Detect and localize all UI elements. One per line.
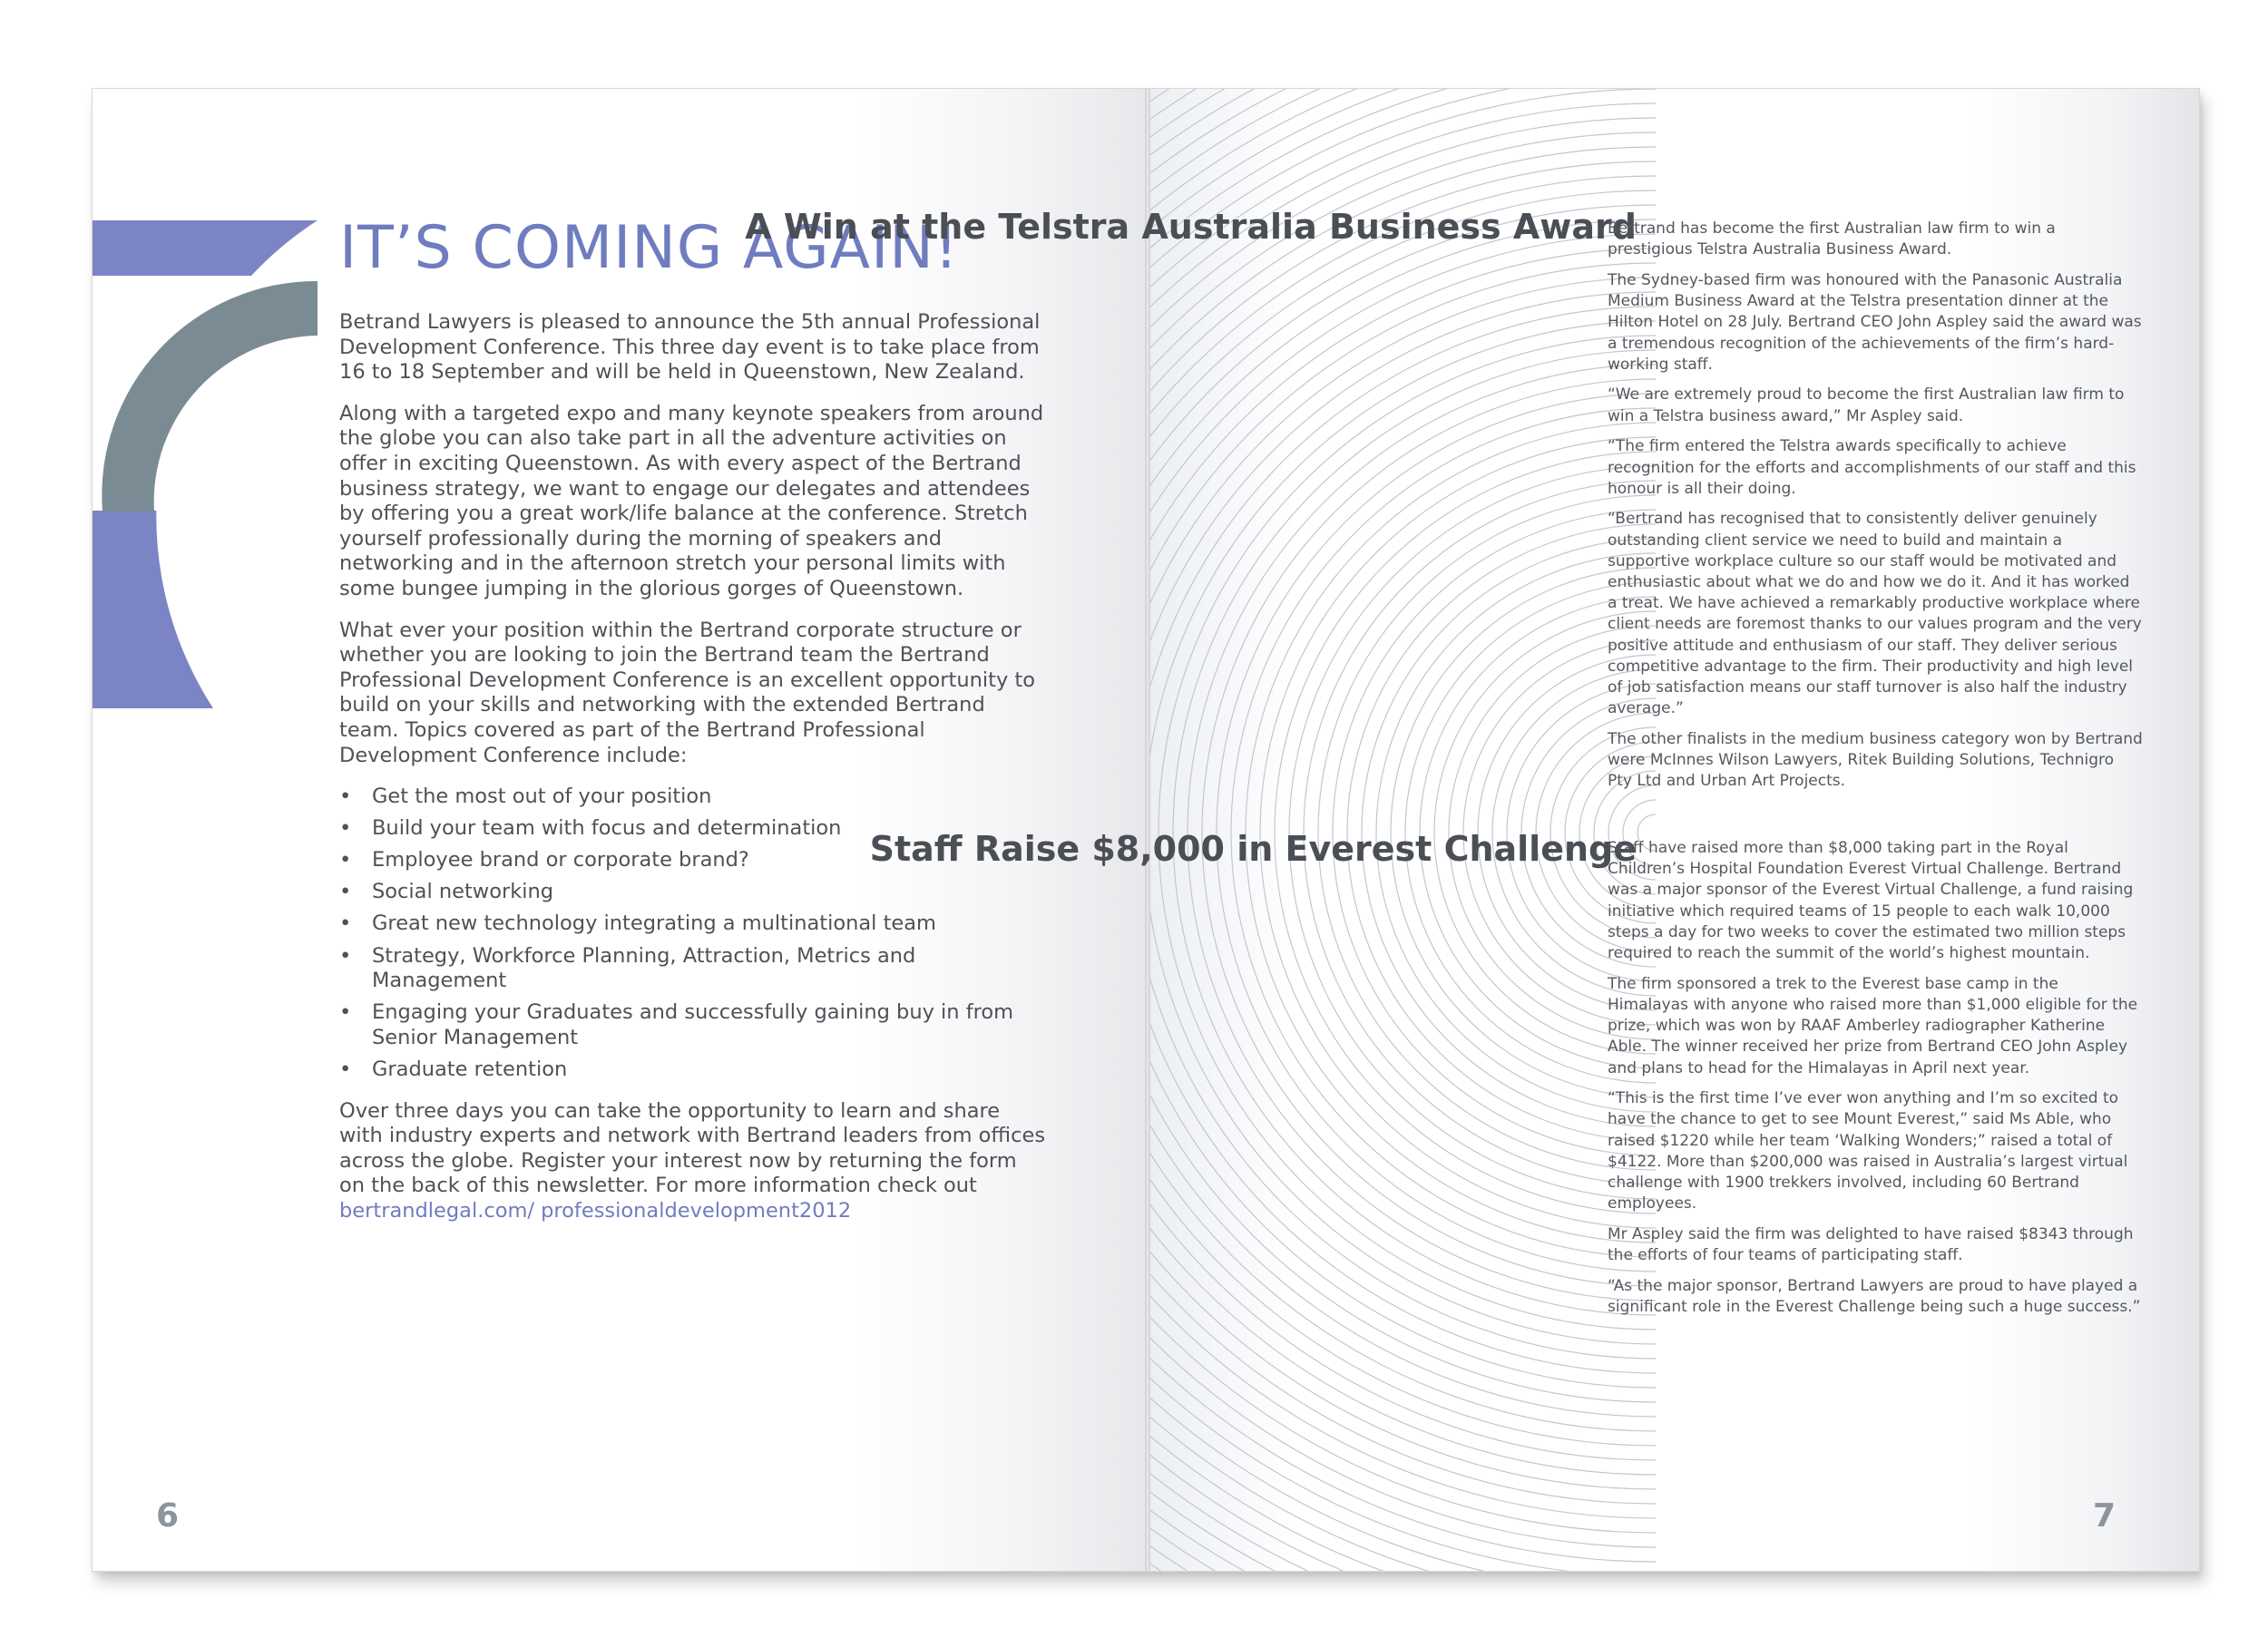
article2-body <box>1608 838 2143 1328</box>
paragraph: Along with a targeted expo and many keynote speakers from around the globe you can also take part in all the adventure activities on offer in exciting Queenstown. As with every aspect of the Bertrand business strategy, we want to engage our delegates and attendees by offering you a great work/life balance at the conference. Stretch yourself professionally during the morning of speakers and networking and in the afternoon stretch your personal limits with some bungee jumping in the glorious gorges of Queenstown. <box>339 401 1044 600</box>
list-item: • Graduate retention <box>339 1057 1047 1083</box>
paragraph: Bertrand has become the first Australian law firm to win a prestigious Telstra Australia Business Award. <box>1608 219 2056 259</box>
list-item: • Strategy, Workforce Planning, Attraction, Metrics and Management <box>339 944 1047 994</box>
page-headline: IT’S COMING AGAIN! <box>339 214 959 282</box>
list-item: • Build your team with focus and determination <box>339 816 1047 842</box>
paragraph: “As the major sponsor, Bertrand Lawyers are proud to have played a significant role in the Everest Challenge being such a huge success.” <box>1608 1276 2141 1317</box>
article1-heading: A Win at the Telstra Australia Business Award <box>745 207 1637 247</box>
paragraph: “This is the first time I’ve ever won anything and I’m so excited to have the chance to get to see Mount Everest,” said Ms Able, who raised $1220 while her team ‘Walking Wonders;” raised a total of $4122. More than $200,000 was raised in Australia’s largest virtual challenge with 1900 trekkers involved, including 60 Bertrand employees. <box>1608 1089 2128 1213</box>
list-item: • Social networking <box>339 880 1047 905</box>
paragraph: The other finalists in the medium business category won by Bertrand were McInnes Wilson Lawyers, Ritek Building Solutions, Technigro Pty Ltd and Urban Art Projects. <box>1608 729 2143 791</box>
list-item: • Get the most out of your position <box>339 785 1047 810</box>
website-link[interactable]: bertrandlegal.com/ professionaldevelopment2012 <box>339 1198 852 1223</box>
paragraph: “Bertrand has recognised that to consistently deliver genuinely outstanding client service we need to build and maintain a supportive workplace culture so our staff would be motivated and enthusiastic about what we do and how we do it. And it has worked a treat. We have achieved a remarkably productive workplace where client needs are foremost thanks to our values program and the very positive attitude and enthusiasm of our staff. They deliver serious competitive advantage to the firm. Their productivity and high level of job satisfaction means our staff turnover is also half the industry average.” <box>1608 510 2142 718</box>
paragraph: “The firm entered the Telstra awards specifically to achieve recognition for the efforts and accomplishments of our staff and this honour is all their doing. <box>1608 437 2136 498</box>
list-item: • Employee brand or corporate brand? <box>339 848 1047 873</box>
paragraph: The Sydney-based firm was honoured with the Panasonic Australia Medium Business Award at the Telstra presentation dinner at the Hilton Hotel on 28 July. Bertrand CEO John Aspley said the award was a tremendous recognition of the achievements of the firm’s hard-working staff. <box>1608 270 2142 374</box>
paragraph: Mr Aspley said the firm was delighted to have raised $8343 through the efforts of four teams of participating staff. <box>1608 1224 2134 1265</box>
closing-text: Over three days you can take the opportunity to learn and share with industry experts and network with Bertrand leaders from offices across the globe. Register your interest now by returning the form on the back of this newsletter. For more information check out <box>339 1098 1046 1198</box>
decorative-arc-graphic <box>93 89 365 724</box>
paragraph: “We are extremely proud to become the first Australian law firm to win a Telstra business award,” Mr Aspley said. <box>1608 385 2125 425</box>
paragraph: The firm sponsored a trek to the Everest base camp in the Himalayas with anyone who raised more than $1,000 eligible for the prize, which was won by RAAF Amberley radiographer Katherine Able. The winner received her prize from Bertrand CEO John Aspley and plans to head for the Himalayas in April next year. <box>1608 974 2138 1077</box>
article-body <box>339 310 1047 1241</box>
page-number-left: 6 <box>156 1497 180 1535</box>
magazine-spread <box>92 88 2200 1572</box>
page-number-right: 7 <box>2093 1497 2116 1535</box>
list-item: • Engaging your Graduates and successfully gaining buy in from Senior Management <box>339 1000 1047 1050</box>
paragraph: What ever your position within the Bertrand corporate structure or whether you are looking to join the Bertrand team the Bertrand Professional Development Conference is an excellent opportunity to build on your skills and networking with the extended Bertrand team. Topics covered as part of the Bertrand Professional Development Conference include: <box>339 618 1036 767</box>
article2-heading: Staff Raise $8,000 in Everest Challenge <box>869 829 1637 869</box>
paragraph: Betrand Lawyers is pleased to announce the 5th annual Professional Development Conference. This three day event is to take place from 16 to 18 September and will be held in Queenstown, New Zealand. <box>339 310 1041 385</box>
closing-paragraph <box>339 1099 1047 1224</box>
article1-body <box>1608 219 2143 802</box>
paragraph: Staff have raised more than $8,000 taking part in the Royal Children’s Hospital Foundation Everest Virtual Challenge. Bertrand was a major sponsor of the Everest Virtual Challenge, a fund raising initiative which required teams of 15 people to each walk 10,000 steps a day for two weeks to cover the estimated two million steps required to reach the summit of the world’s highest mountain. <box>1608 839 2134 963</box>
list-item: • Great new technology integrating a multinational team <box>339 911 1047 937</box>
